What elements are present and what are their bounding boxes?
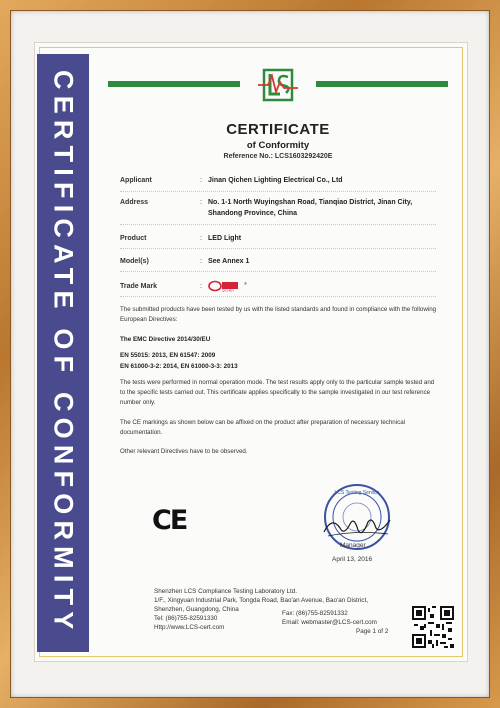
field-value-model: See Annex 1 bbox=[208, 258, 250, 265]
issue-date: April 13, 2016 bbox=[332, 556, 373, 563]
divider bbox=[120, 224, 436, 225]
certificate-subtitle: of Conformity bbox=[246, 140, 310, 151]
stamp-text: LCS Testing Service bbox=[334, 490, 380, 496]
logo-bar-left bbox=[108, 81, 240, 87]
field-label-address: Address bbox=[120, 199, 149, 206]
lab-address-2: Shenzhen, Guangdong, China bbox=[154, 606, 239, 613]
side-banner-text: CERTIFICATE OF CONFORMITY bbox=[48, 70, 79, 636]
svg-text:®: ® bbox=[244, 281, 247, 286]
intro-paragraph: The submitted products have been tested by us with the listed standards and found in compliance with the following European Directives: bbox=[120, 306, 437, 323]
directive-line: The EMC Directive 2014/30/EU bbox=[120, 336, 211, 343]
standards-line-2: EN 61000-3-2: 2014, EN 61000-3-3: 2013 bbox=[120, 363, 238, 370]
qr-code-icon bbox=[412, 606, 454, 648]
field-value-product: LED Light bbox=[208, 235, 242, 242]
field-value-address: No. 1-1 North Wuyingshan Road, Tianqiao District, Jinan City, Shandong Province, China bbox=[208, 199, 413, 217]
field-label-trademark: Trade Mark bbox=[120, 283, 157, 290]
lab-email: Email: webmaster@LCS-cert.com bbox=[282, 619, 377, 626]
logo-bar-right bbox=[316, 81, 448, 87]
lab-website: Http://www.LCS-cert.com bbox=[154, 624, 225, 631]
lab-address-1: 1/F., Xingyuan Industrial Park, Tongda Road, Bao'an Avenue, Bao'an District, bbox=[154, 597, 368, 604]
colon: : bbox=[200, 258, 202, 265]
side-banner bbox=[37, 54, 89, 652]
colon: : bbox=[200, 177, 202, 184]
field-label-applicant: Applicant bbox=[120, 177, 152, 184]
signature-icon bbox=[318, 510, 398, 542]
colon: : bbox=[200, 199, 202, 206]
trademark-text: QICHEN bbox=[222, 288, 234, 292]
colon: : bbox=[200, 283, 202, 290]
divider bbox=[120, 296, 436, 297]
divider bbox=[120, 271, 436, 272]
lab-fax: Fax: (86)755-82591332 bbox=[282, 610, 348, 617]
ce-mark: CE bbox=[152, 505, 187, 536]
lab-tel: Tel: (86)755-82591330 bbox=[154, 615, 218, 622]
standards-line-1: EN 55015: 2013, EN 61547: 2009 bbox=[120, 352, 216, 359]
page-number: Page 1 of 2 bbox=[356, 628, 389, 635]
lcs-logo-icon bbox=[258, 68, 298, 102]
lab-name: Shenzhen LCS Compliance Testing Laboratory Ltd. bbox=[154, 588, 298, 595]
tests-paragraph: The tests were performed in normal operation mode. The test results apply only to the particular sample tested and to the specific tests carried out. This certificate applies specifically to the sample investigated in our test reference number only. bbox=[120, 379, 435, 406]
field-value-applicant: Jinan Qichen Lighting Electrical Co., Ltd bbox=[208, 177, 343, 184]
signatory-title: Manager bbox=[340, 542, 366, 549]
logo-row bbox=[108, 68, 448, 100]
certificate-title: CERTIFICATE bbox=[226, 121, 330, 138]
trademark-logo-icon bbox=[208, 280, 256, 292]
ce-note-paragraph: The CE markings as shown below can be affixed on the product after preparation of necessary technical documentation. bbox=[120, 419, 406, 436]
divider bbox=[120, 191, 436, 192]
colon: : bbox=[200, 235, 202, 242]
field-label-product: Product bbox=[120, 235, 147, 242]
reference-number: Reference No.: LCS1603292420E bbox=[223, 153, 333, 160]
other-directives-line: Other relevant Directives have to be observed. bbox=[120, 448, 248, 455]
field-label-model: Model(s) bbox=[120, 258, 149, 265]
divider bbox=[120, 248, 436, 249]
